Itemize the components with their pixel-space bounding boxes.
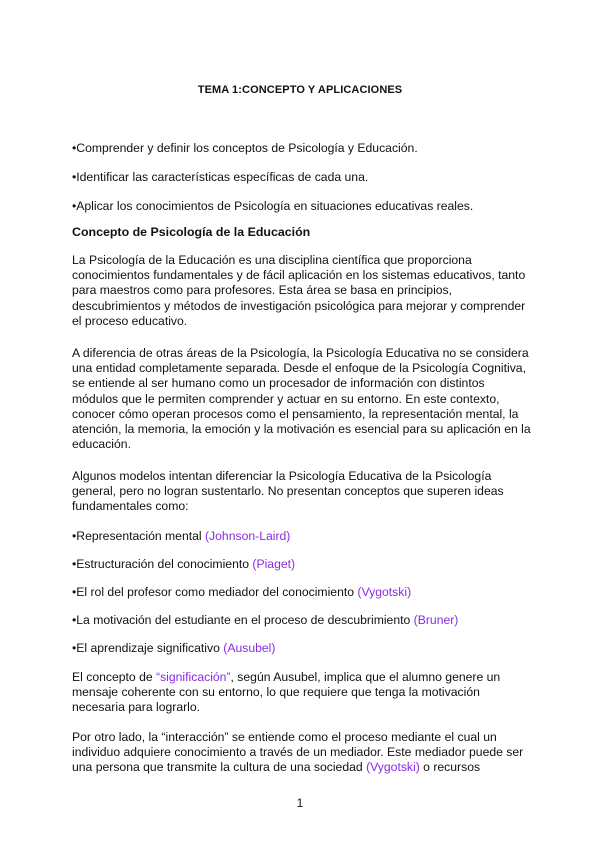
paragraph-text: El concepto de [72, 670, 157, 684]
concept-item [72, 529, 290, 544]
author-reference: (Piaget) [252, 557, 296, 571]
paragraph-models: Algunos modelos intentan diferenciar la Psicología Educativa de la Psicología general, pero no logran sustentarlo. No presentan conceptos que superen ideas fundamentales como: [72, 469, 504, 514]
concept-text: •Estructuración del conocimiento [72, 557, 253, 571]
concept-text: •La motivación del estudiante en el proceso de descubrimiento [72, 613, 414, 627]
section-heading: Concepto de Psicología de la Educación [72, 225, 311, 239]
objective-item: •Comprender y definir los conceptos de Psicología y Educación. [72, 141, 418, 155]
paragraph-text: o recursos [419, 760, 481, 775]
page-number: 1 [296, 796, 304, 810]
concept-item [72, 585, 411, 600]
objective-item: •Identificar las características específicas de cada una. [72, 170, 369, 184]
author-reference: (Johnson-Laird) [205, 529, 291, 543]
paragraph-interaccion [72, 730, 534, 776]
objective-item: •Aplicar los conocimientos de Psicología en situaciones educativas reales. [72, 199, 474, 213]
concept-item [72, 557, 295, 572]
term-reference: “significación” [156, 670, 231, 684]
paragraph-significacion [72, 670, 534, 716]
concept-item [72, 641, 275, 656]
concept-text: •Representación mental [72, 529, 205, 543]
paragraph-text: , según Ausubel, implica que el alumno genere un mensaje coherente con su entorno, lo que requiere que tenga la motivación necesaria para lograrlo. [72, 670, 501, 715]
author-reference: (Vygotski) [366, 760, 420, 775]
concept-text: •El rol del profesor como mediador del conocimiento [72, 585, 358, 599]
document-title: TEMA 1:CONCEPTO Y APLICACIONES [197, 84, 403, 96]
concept-text: •El aprendizaje significativo [72, 641, 224, 655]
concept-item [72, 613, 458, 628]
paragraph-definition: La Psicología de la Educación es una disciplina científica que proporciona conocimientos fundamentales y de fácil aplicación en los sistemas educativos, tanto para maestros como para profesores. Esta área se basa en principios, descubrimientos y métodos de investigación psicológica para mejorar y comprender el proceso educativo. [72, 253, 526, 328]
author-reference: (Bruner) [413, 613, 459, 627]
paragraph-cognitive-approach: A diferencia de otras áreas de la Psicología, la Psicología Educativa no se considera una entidad completamente separada. Desde el enfoque de la Psicología Cognitiva, se entiende al ser humano como un procesador de información con distintos módulos que le permiten comprender y actuar en su entorno. En este contexto, conocer cómo operan procesos como el pensamiento, la representación mental, la atención, la memoria, la emoción y la motivación es esencial para su aplicación en la educación. [72, 346, 531, 452]
author-reference: (Ausubel) [223, 641, 276, 655]
paragraph-text: Por otro lado, la “interacción” se entiende como el proceso mediante el cual un individuo adquiere conocimiento a través de un mediador. Este mediador puede ser una persona que transmite la cultura de una sociedad [72, 730, 524, 775]
author-reference: (Vygotski) [357, 585, 412, 599]
